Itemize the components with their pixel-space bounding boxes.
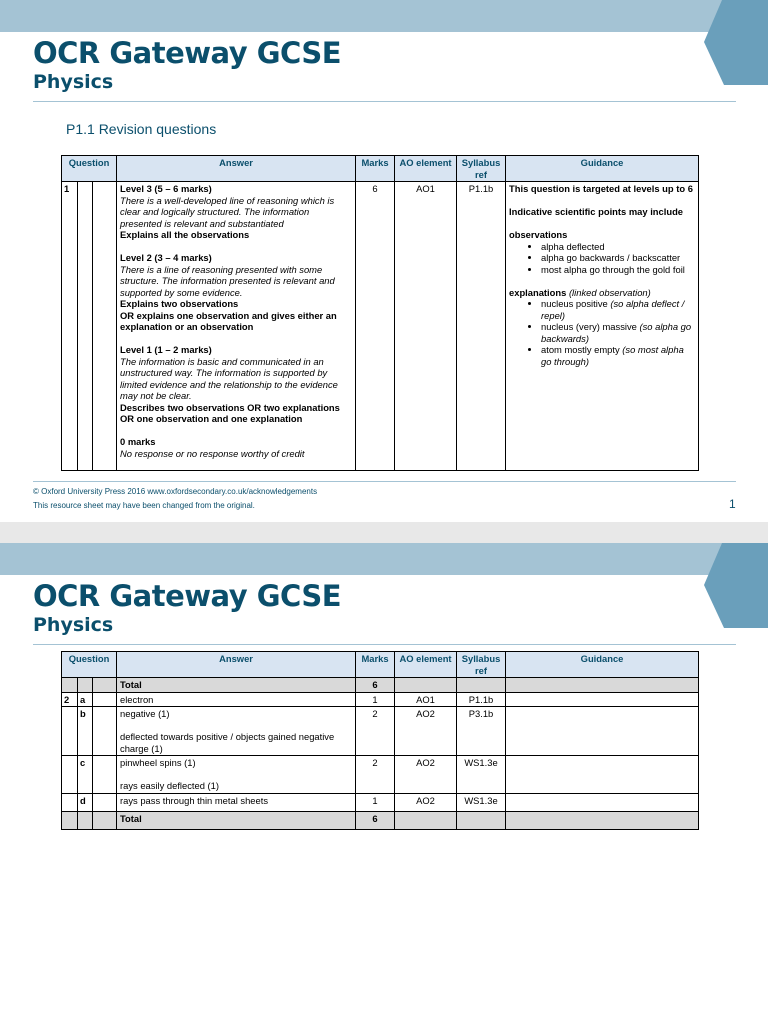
answer-line: pinwheel spins (1) (120, 757, 196, 768)
footer-divider (33, 481, 736, 482)
footer-copyright: © Oxford University Press 2016 www.oxfordsecondary.co.uk/acknowledgements (33, 487, 318, 496)
ao-cell: AO1 (395, 692, 457, 707)
level3-requirement: Explains all the observations (120, 229, 250, 240)
section-title: P1.1 Revision questions (66, 121, 217, 137)
col-header-guidance: Guidance (506, 156, 699, 182)
header-band (0, 543, 768, 575)
ao-cell: AO2 (395, 707, 457, 756)
footer-disclaimer: This resource sheet may have been changed from the original. (33, 501, 255, 510)
explanations-heading: explanations (509, 286, 567, 298)
observations-heading: observations (509, 229, 568, 240)
level1-requirement: Describes two observations OR two explanations OR one observation and one explanation (120, 401, 340, 424)
guidance-cell (506, 707, 699, 756)
answer-line: electron (120, 693, 154, 705)
question-part-empty (78, 182, 93, 471)
answer-cell (117, 756, 356, 794)
col-header-answer: Answer (117, 652, 356, 678)
ao-cell: AO2 (395, 756, 457, 794)
brand-title: OCR Gateway GCSE (33, 36, 342, 70)
col-header-question: Question (62, 652, 117, 678)
page-gap (0, 522, 768, 543)
page-2 (0, 543, 768, 1024)
table-row (62, 756, 699, 794)
level2-requirement-1: Explains two observations (120, 298, 239, 309)
header-chevron-decoration (704, 0, 768, 85)
observation-item: • alpha deflected (541, 241, 695, 253)
explanations-note: (linked observation) (568, 286, 651, 298)
observation-item: • most alpha go through the gold foil (541, 264, 695, 276)
ao-cell: AO1 (395, 182, 457, 471)
marking-table-q2 (61, 651, 699, 830)
syllabus-cell: P1.1b (457, 182, 506, 471)
answer-cell (117, 707, 356, 756)
ao-cell: AO2 (395, 793, 457, 811)
table-row (62, 707, 699, 756)
marks-cell: 1 (356, 692, 395, 707)
header-band (0, 0, 768, 32)
zero-marks-description: No response or no response worthy of credit (120, 447, 305, 459)
total-label: Total (117, 811, 356, 829)
explanation-text: nucleus (very) massive (541, 321, 640, 332)
answer-line: deflected towards positive / objects gained negative charge (1) (120, 731, 335, 754)
explanations-heading-line (509, 287, 695, 299)
answer-cell (117, 692, 356, 707)
col-header-ao: AO element (395, 156, 457, 182)
explanation-text: nucleus positive (541, 298, 611, 309)
syllabus-cell: WS1.3e (457, 756, 506, 794)
brand-subtitle: Physics (33, 71, 114, 93)
marks-cell: 1 (356, 793, 395, 811)
explanation-item (541, 321, 695, 344)
total-marks: 6 (356, 811, 395, 829)
question-number: 2 (62, 692, 78, 707)
header-chevron-decoration (704, 543, 768, 628)
page-number: 1 (729, 497, 736, 511)
question-part: a (78, 692, 93, 707)
explanation-item (541, 344, 695, 367)
syllabus-cell: P3.1b (457, 707, 506, 756)
total-marks: 6 (356, 678, 395, 693)
col-header-question: Question (62, 156, 117, 182)
table-row (62, 793, 699, 811)
answer-line: rays easily deflected (1) (120, 780, 220, 791)
header-divider (33, 644, 736, 645)
question-part: c (78, 756, 93, 794)
brand-title: OCR Gateway GCSE (33, 579, 342, 613)
level3-description: There is a well-developed line of reasoning which is clear and logically structured. The information presented is relevant and substantiated (120, 194, 335, 229)
zero-marks-title: 0 marks (120, 436, 156, 447)
guidance-cell (506, 182, 699, 471)
question-subpart-empty (93, 182, 117, 471)
syllabus-cell: WS1.3e (457, 793, 506, 811)
answer-cell (117, 182, 356, 471)
explanation-note: (so most alpha go through) (541, 344, 684, 367)
level2-requirement-2: OR explains one observation and gives either an explanation or an observation (120, 309, 337, 332)
total-label: Total (117, 678, 356, 693)
guidance-cell (506, 793, 699, 811)
explanation-text: atom mostly empty (541, 344, 623, 355)
col-header-ao: AO element (395, 652, 457, 678)
marks-cell: 6 (356, 182, 395, 471)
marks-cell: 2 (356, 707, 395, 756)
observation-item: • alpha go backwards / backscatter (541, 252, 695, 264)
answer-line: rays pass through thin metal sheets (120, 794, 269, 806)
guidance-cell (506, 692, 699, 707)
observations-list (509, 241, 695, 276)
col-header-guidance: Guidance (506, 652, 699, 678)
marks-cell: 2 (356, 756, 395, 794)
col-header-syllabus: Syllabus ref (457, 156, 506, 182)
level3-title: Level 3 (5 – 6 marks) (120, 183, 212, 194)
explanation-item (541, 298, 695, 321)
explanation-note: (so alpha deflect / repel) (541, 298, 685, 321)
level1-title: Level 1 (1 – 2 marks) (120, 344, 212, 355)
header-divider (33, 101, 736, 102)
col-header-marks: Marks (356, 156, 395, 182)
level1-description: The information is basic and communicated in an unstructured way. The information is supported by limited evidence and the relationship to the evidence may not be clear. (120, 355, 338, 401)
question-part: d (78, 793, 93, 811)
guidance-target: This question is targeted at levels up to 6 (509, 183, 693, 194)
guidance-indicative: Indicative scientific points may include (509, 206, 684, 217)
guidance-cell (506, 756, 699, 794)
question-part: b (78, 707, 93, 756)
explanation-note: (so alpha go backwards) (541, 321, 692, 344)
explanations-list (509, 298, 695, 367)
answer-line: negative (1) (120, 708, 170, 719)
answer-cell (117, 793, 356, 811)
syllabus-cell: P1.1b (457, 692, 506, 707)
question-number: 1 (62, 182, 78, 471)
level2-description: There is a line of reasoning presented with some structure. The information presented is relevant and supported by some evidence. (120, 263, 335, 298)
col-header-answer: Answer (117, 156, 356, 182)
marking-table-q1 (61, 155, 699, 471)
brand-subtitle: Physics (33, 614, 114, 636)
level2-title: Level 2 (3 – 4 marks) (120, 252, 212, 263)
col-header-marks: Marks (356, 652, 395, 678)
table-row (62, 692, 699, 707)
col-header-syllabus: Syllabus ref (457, 652, 506, 678)
